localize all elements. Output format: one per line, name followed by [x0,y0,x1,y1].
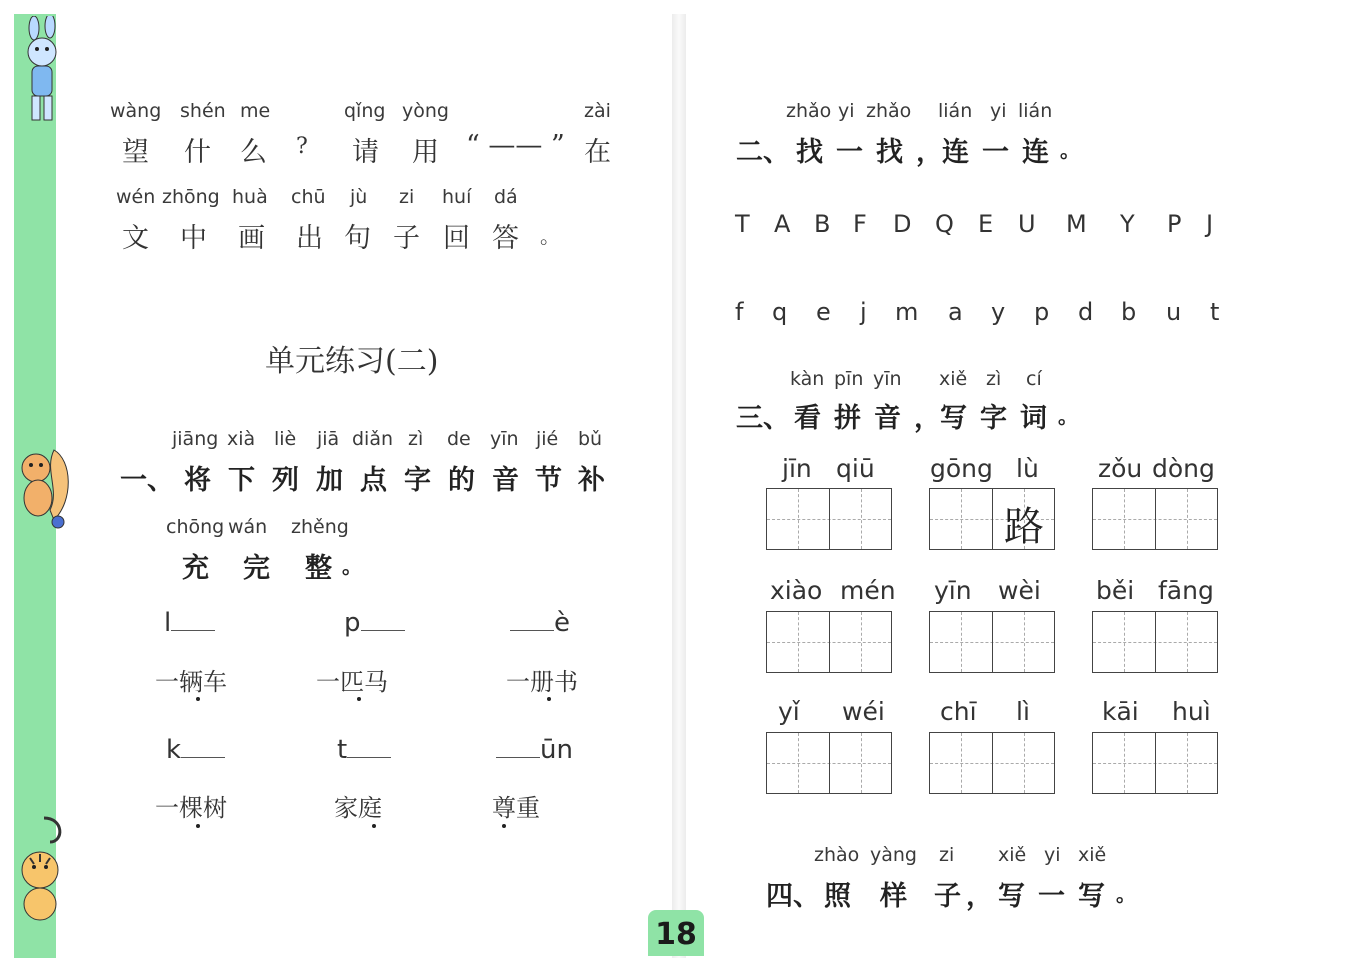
text-char: 连 [942,137,969,168]
uppercase-letter[interactable]: A [774,210,791,238]
pinyin: jié [536,428,559,450]
pinyin-blank[interactable] [164,608,215,638]
measure-phrase: 一册书 [506,668,578,696]
measure-phrase: 一辆车 [155,668,227,696]
pinyin: yi [1044,844,1061,866]
fill-line [171,610,215,631]
grid-pinyin: lì [1016,697,1030,726]
pinyin: huà [232,186,268,208]
pinyin: zi [939,844,955,866]
text-char: 加 [316,465,343,496]
text-char: 文 [122,223,149,254]
pinyin-blank[interactable] [344,608,405,638]
pinyin: qǐng [344,100,386,122]
pinyin: zi [399,186,415,208]
tiger-icon [14,812,74,924]
grid-pinyin: huì [1172,697,1211,726]
text-char: 请 [352,137,379,168]
emphasis-dot [196,824,200,828]
pinyin: lián [1018,100,1053,122]
grid-pinyin: dòng [1152,454,1215,483]
pinyin: kàn [790,368,825,390]
pinyin: wán [228,516,268,538]
grid-pinyin: qiū [836,454,875,483]
text-char: 找 [876,137,903,168]
fill-line [361,610,405,631]
text-char: 中 [180,223,207,254]
grid-pinyin: kāi [1102,697,1139,726]
text-char: 在 [584,137,611,168]
text-char: ， [914,403,941,434]
grid-pinyin: yǐ [778,697,800,726]
writing-grid[interactable] [766,488,892,550]
text-char: 点 [360,465,387,496]
text-char: 什 [184,137,211,168]
text-char: ? [296,134,308,159]
grid-pinyin: gōng [930,454,993,483]
pinyin-blank[interactable] [337,735,391,765]
emphasis-dot [357,697,361,701]
text-char: 整 [305,553,332,584]
grid-pinyin: jīn [782,454,812,483]
uppercase-letter[interactable]: E [978,210,994,238]
uppercase-letter[interactable]: B [814,210,831,238]
uppercase-letter[interactable]: Y [1120,210,1135,238]
text-char: 看 [794,403,821,434]
lowercase-letter[interactable]: y [991,298,1006,326]
measure-phrase: 一棵树 [155,794,227,822]
pinyin: liè [274,428,297,450]
pinyin: lián [938,100,973,122]
text-char: 照 [824,881,851,912]
grid-pinyin: wéi [842,697,885,726]
text-char: 。 [1058,404,1078,428]
pinyin: xiě [1078,844,1107,866]
uppercase-letter[interactable]: P [1167,210,1182,238]
text-char: 画 [238,223,265,254]
lowercase-letter[interactable]: b [1121,298,1137,326]
grid-pinyin: lù [1016,454,1039,483]
pinyin: yīn [490,428,519,450]
lowercase-letter[interactable]: a [948,298,963,326]
blank-suffix: è [554,608,570,638]
pinyin: yi [990,100,1007,122]
text-char: 一 [982,137,1009,168]
lowercase-letter[interactable]: p [1034,298,1050,326]
grid-pinyin: fāng [1158,576,1214,605]
text-char: 子 [934,881,961,912]
section-number: 二、 [736,137,790,168]
text-char: 节 [535,465,562,496]
pinyin: jiāng [172,428,219,450]
text-char: 么 [240,137,267,168]
writing-grid[interactable] [929,488,1055,550]
pinyin: zhǎo [866,100,912,122]
text-char: 音 [492,465,519,496]
pinyin: bǔ [578,428,603,450]
pinyin: yòng [402,100,449,122]
uppercase-letter[interactable]: J [1206,210,1214,238]
example-character: 路 [1004,504,1044,550]
measure-phrase: 尊重 [492,794,540,822]
pinyin: wén [116,186,156,208]
text-char: 出 [296,223,323,254]
blank-prefix: l [164,608,172,638]
writing-grid[interactable] [766,732,892,794]
text-char: 字 [980,403,1007,434]
writing-grid[interactable] [929,611,1055,673]
pinyin: yīn [873,368,902,390]
grid-pinyin: wèi [998,576,1041,605]
pinyin-blank[interactable] [496,735,573,765]
text-char: 写 [940,403,967,434]
section-number: 一、 [120,465,174,496]
text-char: 答 [492,223,519,254]
pinyin: me [240,100,271,122]
uppercase-letter[interactable]: T [735,210,750,238]
text-char: 拼 [834,403,861,434]
text-char: 词 [1020,403,1047,434]
grid-pinyin: zǒu [1098,454,1143,483]
lowercase-letter[interactable]: f [735,298,744,326]
text-char: 写 [998,881,1025,912]
lowercase-letter[interactable]: j [860,298,867,326]
writing-grid[interactable] [766,611,892,673]
fill-line [347,737,391,758]
pinyin: zhěng [291,516,349,538]
text-char: 找 [796,137,823,168]
pinyin: xià [227,428,256,450]
text-char: 。 [342,554,362,578]
uppercase-letter[interactable]: D [893,210,912,238]
text-char: 。 [1060,138,1080,162]
pinyin: cí [1026,368,1042,390]
pinyin: dá [494,186,518,208]
grid-pinyin: xiào [770,576,823,605]
uppercase-letter[interactable]: Q [935,210,954,238]
text-char: 。 [1116,882,1136,906]
pinyin: shén [180,100,226,122]
pinyin: xiě [998,844,1027,866]
uppercase-letter[interactable]: F [853,210,867,238]
pinyin: zhào [814,844,860,866]
pinyin: pīn [834,368,864,390]
text-char: ， [916,137,943,168]
pinyin: diǎn [352,428,394,450]
pinyin: yi [838,100,855,122]
text-char: 充 [182,553,209,584]
measure-phrase: 一匹马 [316,668,388,696]
uppercase-letter[interactable]: M [1066,210,1087,238]
text-char: 回 [443,223,470,254]
text-char: 完 [243,553,270,584]
pinyin: huí [442,186,472,208]
fill-line [510,610,554,631]
text-char: 列 [272,465,299,496]
uppercase-letter[interactable]: U [1018,210,1036,238]
text-char: 望 [122,137,149,168]
grid-pinyin: mén [840,576,896,605]
writing-grid[interactable] [1092,488,1218,550]
text-char: 。 [540,224,560,248]
section-number: 三、 [736,403,790,434]
measure-phrase: 家庭 [334,794,382,822]
pinyin: wàng [110,100,162,122]
fill-line [181,737,225,758]
lowercase-letter[interactable]: d [1078,298,1094,326]
blank-prefix: t [337,735,348,765]
lowercase-letter[interactable]: m [895,298,919,326]
grid-pinyin: chī [940,697,977,726]
emphasis-dot [547,697,551,701]
text-char: 字 [404,465,431,496]
lowercase-letter[interactable]: e [816,298,831,326]
text-char: ， [966,881,993,912]
section-number: 四、 [766,881,820,912]
blank-prefix: k [166,735,182,765]
lowercase-letter[interactable]: u [1166,298,1182,326]
emphasis-dot [502,824,506,828]
rabbit-icon [14,16,78,128]
pinyin: jù [350,186,368,208]
text-char: 一 [1038,881,1065,912]
text-char: 将 [184,465,211,496]
book-gutter [672,14,686,958]
pinyin: jiā [317,428,340,450]
emphasis-dot [372,824,376,828]
pinyin: chōng [166,516,225,538]
emphasis-dot [196,697,200,701]
lowercase-letter[interactable]: q [772,298,788,326]
pinyin: de [447,428,471,450]
text-char: 音 [874,403,901,434]
grid-pinyin: běi [1096,576,1135,605]
pinyin: chū [291,186,326,208]
pinyin: zài [584,100,611,122]
pinyin-blank[interactable] [166,735,225,765]
writing-grid[interactable] [1092,611,1218,673]
blank-prefix: p [344,608,361,638]
page-number: 18 [648,910,704,956]
text-char: 下 [228,465,255,496]
grid-pinyin: yīn [934,576,972,605]
pinyin: xiě [939,368,968,390]
pinyin: zhōng [162,186,220,208]
pinyin: zì [986,368,1002,390]
pinyin: zì [408,428,424,450]
writing-grid[interactable] [1092,732,1218,794]
lowercase-letter[interactable]: t [1210,298,1220,326]
pinyin-blank[interactable] [510,608,570,638]
text-char: 写 [1078,881,1105,912]
blank-suffix: ūn [540,735,573,765]
text-char: 的 [448,465,475,496]
text-char: 句 [344,223,371,254]
text-char: 用 [412,137,439,168]
quote-dash: “ —— ” [466,130,565,161]
text-char: 补 [578,465,605,496]
writing-grid[interactable] [929,732,1055,794]
pinyin: yàng [870,844,917,866]
pinyin: zhǎo [786,100,832,122]
text-char: 样 [880,881,907,912]
unit-title: 单元练习(二) [265,344,439,379]
squirrel-icon [14,440,74,530]
text-char: 子 [393,223,420,254]
text-char: 一 [836,137,863,168]
text-char: 连 [1022,137,1049,168]
fill-line [496,737,540,758]
